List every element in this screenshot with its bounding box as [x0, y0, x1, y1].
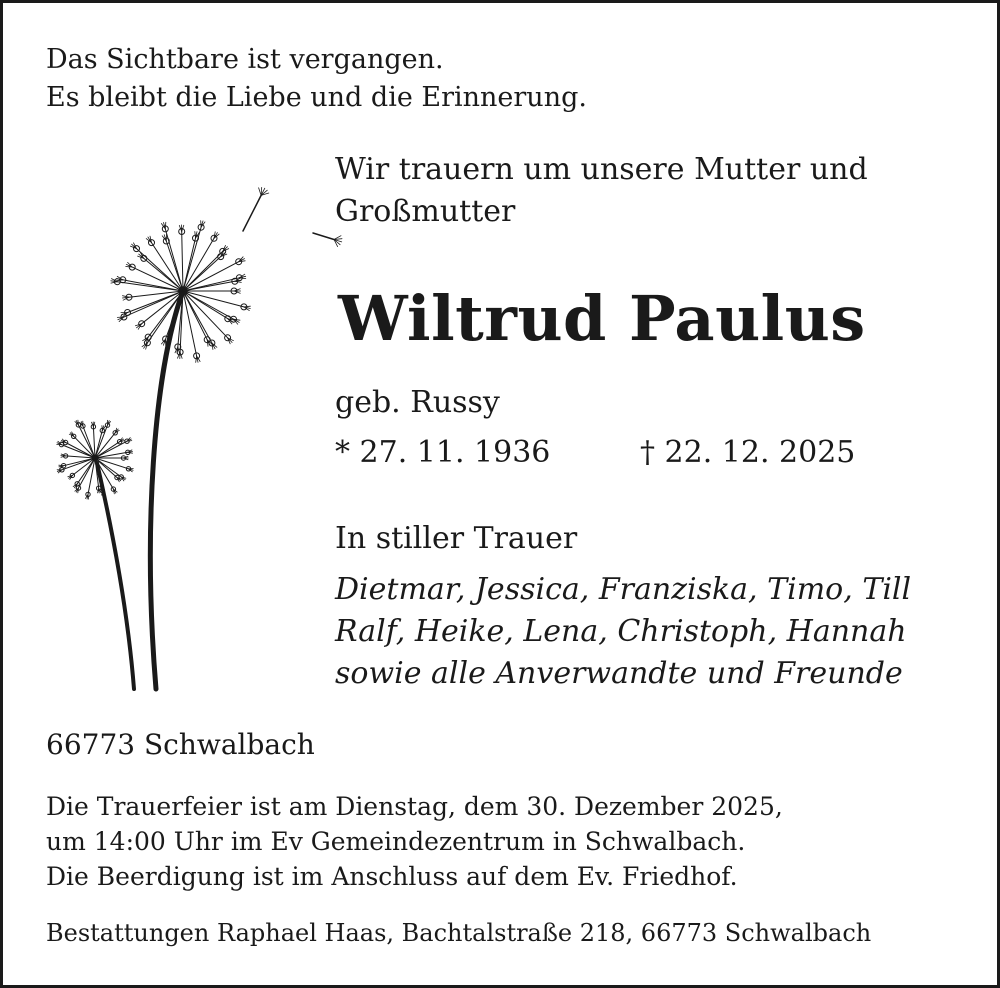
motto-line-2: Es bleibt die Liebe und die Erinnerung. — [46, 82, 587, 113]
dandelion-illustration — [43, 113, 363, 693]
life-dates — [335, 433, 856, 473]
mourners-line-1: Dietmar, Jessica, Franziska, Timo, Till — [335, 572, 912, 607]
deceased-name: Wiltrud Paulus — [338, 282, 866, 355]
service-details — [46, 789, 783, 894]
service-line-2: um 14:00 Uhr im Ev Gemeindezentrum in Schwalbach. — [46, 827, 746, 856]
service-line-3: Die Beerdigung ist im Anschluss auf dem Ev. Friedhof. — [46, 862, 738, 891]
mourning-heading: In stiller Trauer — [335, 521, 578, 556]
mourners-line-2: Ralf, Heike, Lena, Christoph, Hannah — [335, 614, 907, 649]
intro-line-1: Wir trauern um unsere Mutter und — [335, 152, 868, 187]
death-date: † 22. 12. 2025 — [640, 435, 856, 470]
birth-date: * 27. 11. 1936 — [335, 435, 551, 470]
residence-place: 66773 Schwalbach — [46, 728, 315, 761]
intro-line-2: Großmutter — [335, 194, 516, 229]
motto-line-1: Das Sichtbare ist vergangen. — [46, 44, 444, 75]
funeral-home: Bestattungen Raphael Haas, Bachtalstraße 218, 66773 Schwalbach — [46, 919, 872, 947]
motto — [46, 41, 587, 117]
service-line-1: Die Trauerfeier ist am Dienstag, dem 30. Dezember 2025, — [46, 792, 783, 821]
maiden-name: geb. Russy — [335, 385, 500, 420]
mourners-line-3: sowie alle Anverwandte und Freunde — [335, 656, 903, 691]
mourners-list — [335, 569, 911, 695]
intro-text — [335, 149, 868, 233]
